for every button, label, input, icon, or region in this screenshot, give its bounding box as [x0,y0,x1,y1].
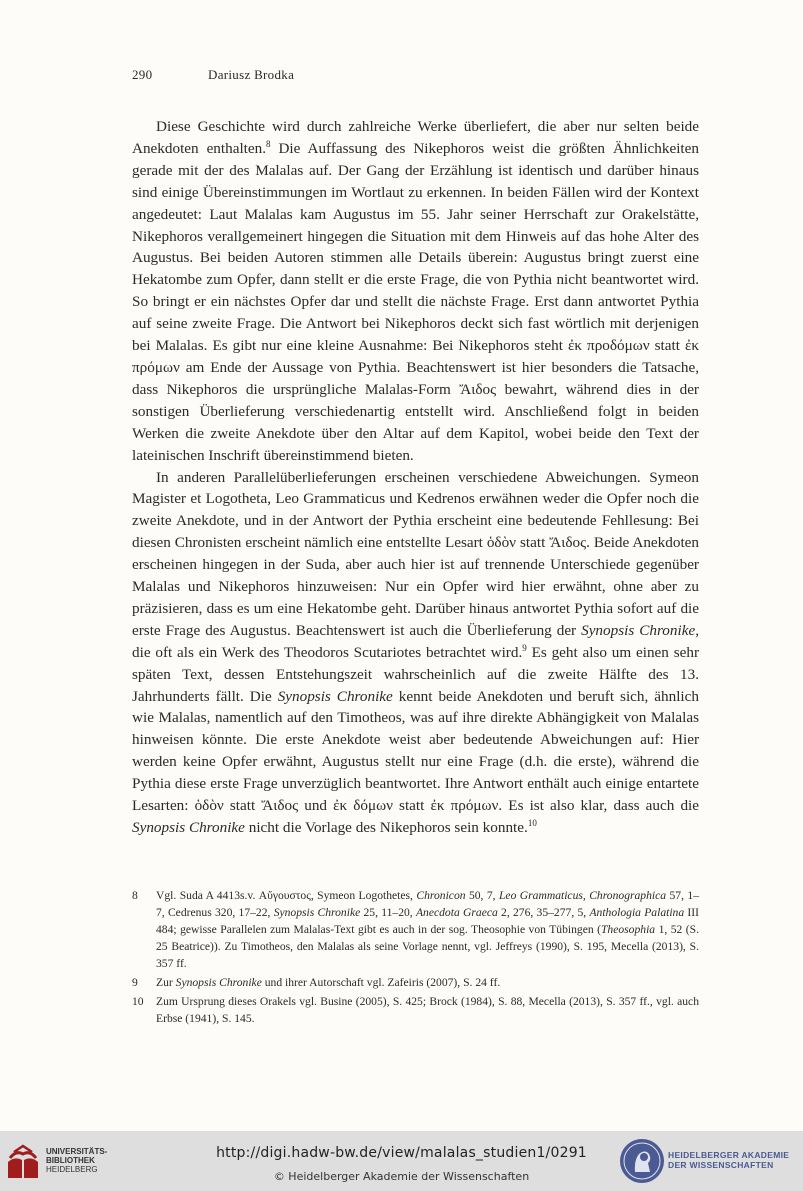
p1-text-b: Die Auffassung des Nikephoros weist die größten Ähnlichkeiten gerade mit der des Malalas auf. Der Gang der Erzählung ist identisch und darüber hinaus sind einige Übereinstimmungen im Wortlaut zu erkennen. In beiden Fällen wird der Kontext angedeutet: Laut Malalas kam Augustus im 55. Jahr seiner Herrschaft zur Orakelstätte, Nikephoros verallgemeinert hingegen die Situation mit dem Hinweis auf das hohe Alter des Augustus. Bei beiden Autoren stimmen alle Details überein: Augustus bringt zuerst eine Hekatombe zum Opfer, dann stellt er die erste Frage, die von Pythia nicht beantwortet wird. So bringt er ein nächstes Opfer dar und stellt die nächste Frage. Erst dann antwortet Pythia auf seine zweite Frage. Die Antwort bei Nikephoros deckt sich fast wörtlich mit derjenigen bei Malalas. Es gibt nur eine kleine Ausnahme: Bei Nikephoros steht ἐκ προδόμων statt ἐκ πρόμων am Ende der Aussage von Pythia. Beachtenswert ist hier besonders die Tatsache, dass Nikephoros die ursprüngliche Malalas-Form Ἄιδος bewahrt, während dies in der sonstigen Überlieferung verschiedenartig entstellt wird. Anschließend folgt in beiden Werken die zweite Anekdote über den Altar auf dem Kapitol, wobei beide den Text der lateinischen Inschrift übereinstimmend bieten. [132,139,699,464]
academy-seal-icon[interactable] [619,1138,665,1184]
footnote-10 [132,993,699,1027]
footnote-9 [132,974,699,991]
p1-text-a: Diese Geschichte wird durch zahlreiche Werke überliefert, die aber nur selten beide Anekdoten enthalten. [132,118,699,157]
permalink-url[interactable]: http://digi.hadw-bw.de/view/malalas_studien1/0291 [216,1145,587,1161]
p2-italic-3: Synopsis Chronike [132,819,245,836]
footnote-ref-9[interactable]: 9 [522,642,527,653]
academy-name [668,1150,789,1170]
footnote-text: Zum Ursprung dieses Orakels vgl. Busine (2005), S. 425; Brock (1984), S. 88, Mecella (2013), S. 357 ff., vgl. auch Erbse (1941), S. 145. [156,995,699,1025]
n8-e: 2, 276, 35–277, 5, [497,906,590,919]
footnotes [132,887,699,1029]
paragraph-1 [132,116,699,467]
footnote-text [156,974,699,991]
n9-b: und ihrer Autorschaft vgl. Zafeiris (2007), S. 24 ff. [261,976,501,989]
ub-line-1: UNIVERSITÄTS- [46,1147,108,1156]
p2-text-d: kennt beide Anekdoten und beruft sich, ähnlich wie Malalas, namentlich auf den Timotheos, was auf ihre direkte Abhängigkeit von Malalas hinweisen könnte. Die erste Anekdote weist aber bedeutende Abweichungen auf: Hier werden keine Opfer erwähnt, Augustus stellt nur eine Frage (d.h. die erste), während die Pythia diese erste Frage unverzüglich beantwortet. Ihre Antwort enthält auch einige entartete Lesarten: ὁδὸν statt Ἄιδος und ἐκ δόμων statt ἐκ πρόμων. Es ist also klar, dass auch die [132,687,699,815]
footnote-ref-10[interactable]: 10 [527,817,537,828]
p2-italic-2: Synopsis Chronike [277,687,393,705]
n8-c: 57, 1–7, Cedrenus 320, 17–22, [156,889,699,919]
n8-i2: Leo Grammaticus, Chronographica [498,889,667,902]
p2-text-c: Es geht also um einen sehr späten Text, dessen Entstehungszeit wahrscheinlich auf die zweite Hälfte des 13. Jahrhunderts fällt. Die [132,643,700,705]
n8-i1: Chronicon [416,889,466,902]
n8-i3: Synopsis Chronike [273,906,361,919]
footnote-number: 9 [132,976,138,989]
p2-italic-1: Synopsis Chronike [581,621,696,639]
footnote-8 [132,887,699,972]
n9-i1: Synopsis Chronike [175,976,262,989]
hadw-line-2: DER WISSENSCHAFTEN [668,1160,774,1170]
n8-i6: Theosophia [600,923,656,936]
n8-f: III 484; gewisse Parallelen zum Malalas-Text gibt es auch in der sog. Theosophie von Tübingen ( [156,906,699,936]
viewer-footer [0,1131,803,1191]
n8-i5: Anthologia Palatina [589,906,685,919]
footnote-ref-8[interactable]: 8 [266,138,271,149]
running-author: Dariusz Brodka [208,67,295,82]
ub-line-2: BIBLIOTHEK [46,1156,95,1165]
n8-d: 25, 11–20, [360,906,416,919]
n8-i4: Anecdota Graeca [415,906,498,919]
footnote-number: 10 [132,995,144,1008]
hadw-line-1: HEIDELBERGER AKADEMIE [668,1150,790,1160]
running-header [132,67,294,83]
page-number: 290 [132,67,153,82]
p2-text-b: , die oft als ein Werk des Theodoros Scutariotes betrachtet wird. [132,621,699,661]
n8-a: Vgl. Suda A 4413s.v. Αὔγουστος, Symeon Logothetes, [156,889,417,902]
ub-line-3: HEIDELBERG [46,1165,98,1174]
footnote-text [156,887,699,972]
p2-text-a: In anderen Parallelüberlieferungen erscheinen verschiedene Abweichungen. Symeon Magister et Logotheta, Leo Grammaticus und Kedrenos erwähnen weder die Opfer noch die zweite Anekdote, und in der Antwort der Pythia erscheint eine bedeutende Fehllesung: Bei diesen Chronisten erscheint nämlich eine entstellte Lesart ὁδὸν statt Ἄιδος. Beide Anekdoten erscheinen hingegen in der Suda, aber auch hier ist auf trennende Unterschiede gegenüber Malalas und Nikephoros hinzuweisen: Nur ein Opfer wird hier erwähnt, ohne aber zu präzisieren, dass es um eine Hekatombe geht. Darüber hinaus antwortet Pythia sofort auf die erste Frage des Augustus. Beachtenswert ist auch die Überlieferung der [132,468,699,639]
p2-text-e: nicht die Vorlage des Nikephoros sein konnte. [244,819,528,836]
n8-b: 50, 7, [465,889,499,902]
copyright-notice: © Heidelberger Akademie der Wissenschaften [273,1170,530,1183]
main-text [132,116,699,839]
n8-g: 1, 52 (S. 25 Beatrice)). Zu Timotheos, den Malalas als seine Vorlage nennt, vgl. Jeffreys (1990), S. 195, Mecella (2013), S. 357 ff. [156,923,700,970]
footnote-number: 8 [132,889,138,902]
n9-a: Zur [156,976,176,989]
paragraph-2 [132,467,699,839]
